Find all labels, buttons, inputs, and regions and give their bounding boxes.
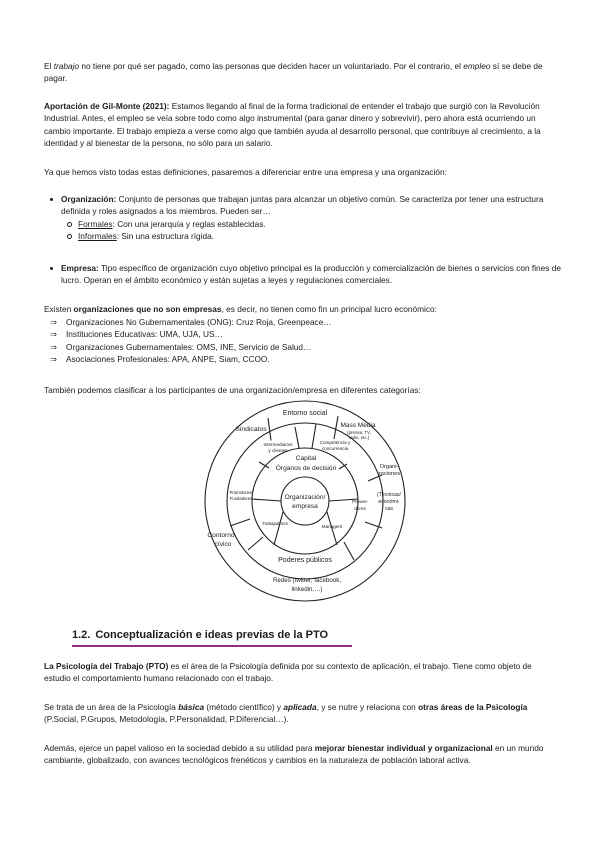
divider-line — [344, 542, 354, 560]
label-promotores: Fundadores — [229, 496, 253, 501]
divider-line — [274, 512, 283, 545]
label-mass-media: Mass Media — [340, 422, 376, 429]
label-organizaciones: zaciones — [377, 471, 401, 477]
label-redes: linkedin,…) — [291, 586, 323, 593]
divider-line — [268, 418, 271, 441]
list-item — [50, 328, 550, 340]
label-proveedores: dores — [354, 506, 366, 511]
section-heading — [72, 629, 328, 641]
term-organizacion: Organización: — [61, 194, 117, 204]
text: Se trata de un área de la Psicología — [44, 702, 179, 712]
center-circle — [281, 477, 329, 525]
paragraph-categorias — [44, 384, 559, 396]
term-informales: Informales — [78, 231, 117, 242]
list-item-formales — [61, 218, 564, 230]
text: (método científico) y — [204, 702, 284, 712]
label-managers: Managers — [321, 524, 343, 529]
inner-ring — [252, 448, 358, 554]
label-trabajadores: Trabajadores — [262, 521, 288, 526]
section-underline — [72, 645, 352, 647]
text: en un mundo cambiante, globalizado, con avances tecnológicos frenéticos y cambios en la naturaleza de población laboral activa. — [44, 743, 544, 766]
label-promotores: Promotores/ — [229, 490, 253, 495]
label-redes: Redes (twitter, facebook, — [272, 577, 342, 584]
label-competencia: concurrencia — [321, 446, 349, 451]
term-empleo: empleo — [463, 61, 491, 71]
divider-line — [248, 537, 263, 550]
divider-line — [312, 424, 316, 448]
paragraph-heading: Aportación de Gil-Monte (2021): — [44, 101, 170, 111]
label-mass-media-detail: radio, etc.) — [348, 435, 370, 440]
label-poderes-publicos: Poderes públicos — [278, 557, 332, 564]
text: , es decir, no tienen como fin un principal lucro económico: — [221, 304, 437, 314]
text: : Sin una estructura rígida. — [116, 231, 215, 242]
text: El — [44, 61, 54, 71]
paragraph-trabajo-empleo — [44, 60, 559, 85]
arrow-icon: ⇒ — [50, 329, 57, 340]
divider-line — [295, 427, 299, 448]
list-item-organizacion — [44, 193, 564, 243]
text: , y se nutre y relaciona con — [316, 702, 419, 712]
list-item — [50, 341, 550, 353]
list-item — [50, 353, 550, 365]
text: Además, ejerce un papel valioso en la sociedad debido a su utilidad para — [44, 743, 315, 753]
label-tecnicas: (Técnicas/ — [377, 492, 401, 498]
text: También podemos clasificar a los participantes de una organización/empresa en diferentes categorías: — [44, 385, 421, 395]
bold-text: La Psicología del Trabajo (PTO) — [44, 661, 169, 671]
text: Tipo específico de organización cuyo objetivo principal es la producción y comercialización de bienes o servicios con fines de lucro. Operan en el ámbito económico y están sujetas a leyes y regulaciones comerciales. — [61, 263, 561, 286]
label-contorno-civico: cívico — [214, 541, 232, 548]
divider-line — [230, 519, 250, 526]
label-intermediarios: y clientes — [268, 448, 288, 453]
label-organizacion-empresa: Organización/ — [284, 494, 326, 501]
sub-list — [61, 218, 564, 243]
label-competencia: Competencia y — [319, 440, 351, 445]
text: (P.Social, P.Grupos, Metodología, P.Personalidad, P.Diferencial…). — [44, 714, 289, 725]
term-empresa: Empresa: — [61, 263, 99, 273]
bullet-list-organizacion — [44, 193, 564, 243]
label-capital: Capital — [295, 455, 317, 462]
divider-line — [334, 416, 338, 439]
stakeholder-diagram — [195, 400, 415, 602]
label-organizaciones: Organi- — [379, 464, 399, 470]
label-sindicatos: Sindicatos — [235, 426, 267, 433]
section-number: 1.2. — [72, 629, 91, 641]
section-title: Conceptualización e ideas previas de la PTO — [95, 629, 329, 641]
text: Asociaciones Profesionales: APA, ANPE, Siam, CCOO. — [66, 354, 270, 365]
text: Organizaciones No Gubernamentales (ONG): Cruz Roja, Greenpeace… — [66, 317, 332, 327]
label-proveedores: Provee- — [351, 499, 369, 504]
term-aplicada: aplicada — [283, 702, 317, 712]
text: es el área de la Psicología definida por su contexto de aplicación, el trabajo. Tiene como objeto de estudio el comportamiento humano relacionado con el trabajo. — [44, 661, 532, 684]
paragraph-gil-monte — [44, 100, 559, 150]
label-entorno-social: Entorno social — [282, 410, 328, 417]
label-organos-decision: Órganos de decisión — [275, 465, 337, 472]
list-item-informales — [61, 230, 564, 242]
label-organizacion-empresa: empresa — [292, 503, 318, 510]
paragraph-pto-areas — [44, 701, 559, 726]
label-mass-media-detail: (prensa, TV, — [347, 430, 371, 435]
text: Instituciones Educativas: UMA, UJA, US… — [66, 329, 223, 340]
label-intermediarios: Intermediarios — [263, 442, 293, 447]
label-tecnicas: económi- — [378, 499, 400, 505]
paragraph-pto-sociedad — [44, 742, 559, 767]
paragraph-pto-definicion — [44, 660, 559, 685]
term-basica: básica — [178, 702, 205, 712]
text: Ya que hemos visto todas estas definiciones, pasaremos a diferenciar entre una empresa y una organización: — [44, 167, 447, 177]
paragraph-intro-diferencias — [44, 166, 559, 178]
text: Conjunto de personas que trabajan juntas para alcanzar un objetivo común. Se caracteriza por tener una estructura definida y roles asignados a los miembros. Pueden ser… — [61, 194, 544, 217]
bold-text: otras áreas de la Psicología — [418, 702, 528, 712]
text: no tiene por qué ser pagado, como las personas que deciden hacer un voluntariado. Por el contrario, el — [79, 61, 464, 71]
bullet-list-empresa — [44, 262, 564, 287]
text: : Con una jerarquía y reglas establecidas. — [112, 218, 266, 229]
divider-line — [252, 499, 281, 501]
list-item-empresa — [44, 262, 564, 287]
text: Estamos llegando al final de la forma tradicional de entender el trabajo que surgió con la Revolución Industrial. Antes, el empleo se veía sobre todo como algo instrumental (para ganar dinero y sobrevivir), pero ahora está ocurriendo un cambio importante. El trabajo empieza a verse como algo que también ayuda al desarrollo personal, que contribuye al crecimiento, a la identidad y al bienestar de la persona, no sólo para un salario. — [44, 101, 541, 149]
list-item — [50, 316, 550, 328]
text: Organizaciones Gubernamentales: OMS, INE, Servicio de Salud… — [66, 341, 312, 352]
arrow-icon: ⇒ — [50, 341, 57, 352]
arrow-icon: ⇒ — [50, 317, 57, 327]
term-formales: Formales — [78, 218, 113, 229]
text: sí se debe de pagar. — [44, 61, 543, 84]
paragraph-no-empresas — [44, 303, 559, 315]
arrow-icon: ⇒ — [50, 354, 57, 365]
label-tecnicas: cas — [384, 506, 394, 512]
text: Existen — [44, 304, 74, 314]
bold-text: organizaciones que no son empresas — [73, 304, 222, 314]
bold-text: mejorar bienestar individual y organizacional — [314, 743, 493, 753]
label-contorno-civico: Contorno — [207, 532, 235, 539]
arrow-list — [50, 316, 550, 366]
term-trabajo: trabajo — [53, 61, 80, 71]
